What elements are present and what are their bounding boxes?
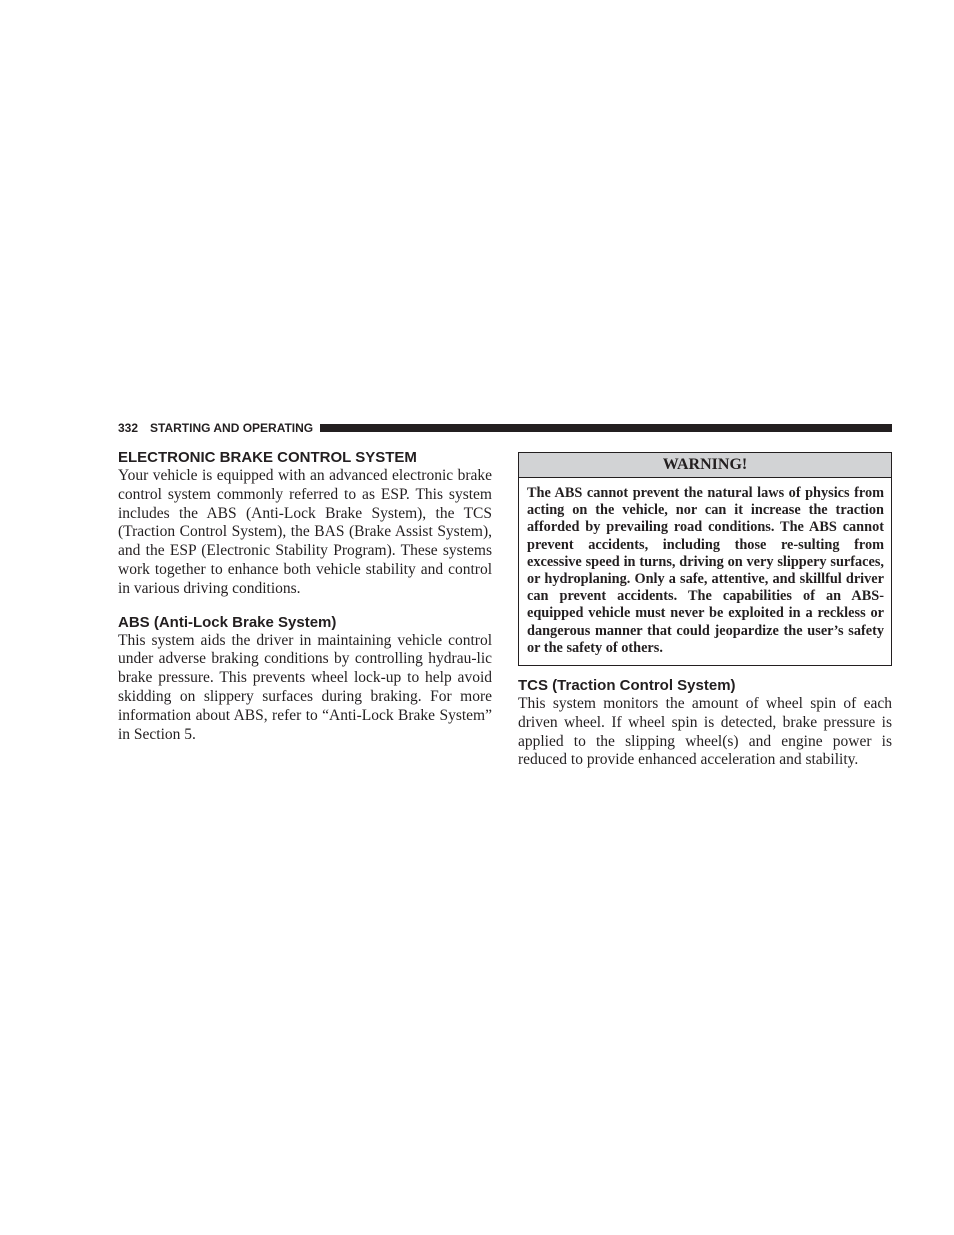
left-column: [118, 448, 492, 744]
spacer: [118, 599, 492, 613]
tcs-body: This system monitors the amount of wheel spin of each driven wheel. If wheel spin is detected, brake pressure is applied to the slipping wheel(s) and engine power is reduced to provide enhanced acceleration and stability.: [518, 695, 892, 769]
abs-body: This system aids the driver in maintaining vehicle control under adverse braking conditions by controlling hydrau-lic brake pressure. This prevents wheel lock-up to help avoid skidding on slippery surfaces during braking. For more information about ABS, refer to “Anti-Lock Brake System” in Section 5.: [118, 631, 492, 743]
abs-heading: ABS (Anti-Lock Brake System): [118, 613, 337, 631]
ebc-body: Your vehicle is equipped with an advanced electronic brake control system commonly referred to as ESP. This system includes the ABS (Anti-Lock Brake System), the TCS (Traction Control System), the BAS (Brake Assist System), and the ESP (Electronic Stability Program). These systems work together to enhance both vehicle stability and control in various driving conditions.: [118, 467, 492, 597]
warning-body: The ABS cannot prevent the natural laws of physics from acting on the vehicle, nor can it increase the traction afforded by prevailing road conditions. The ABS cannot prevent accidents, including those re-sulting from excessive speed in turns, driving on very slippery surfaces, or hydroplaning. Only a safe, attentive, and skillful driver can prevent accidents. The capabilities of an ABS-equipped vehicle must never be exploited in a reckless or dangerous manner that could jeopardize the user’s safety or the safety of others.: [527, 485, 884, 656]
warning-box: [518, 452, 892, 666]
warning-title: WARNING!: [519, 453, 891, 478]
page-number: 332: [118, 421, 139, 435]
section-title: STARTING AND OPERATING: [150, 421, 314, 435]
ebc-heading: ELECTRONIC BRAKE CONTROL SYSTEM: [118, 449, 417, 466]
header-rule: [320, 424, 892, 432]
tcs-heading: TCS (Traction Control System): [518, 677, 736, 695]
right-column: [518, 448, 892, 770]
page-header: [118, 420, 892, 436]
